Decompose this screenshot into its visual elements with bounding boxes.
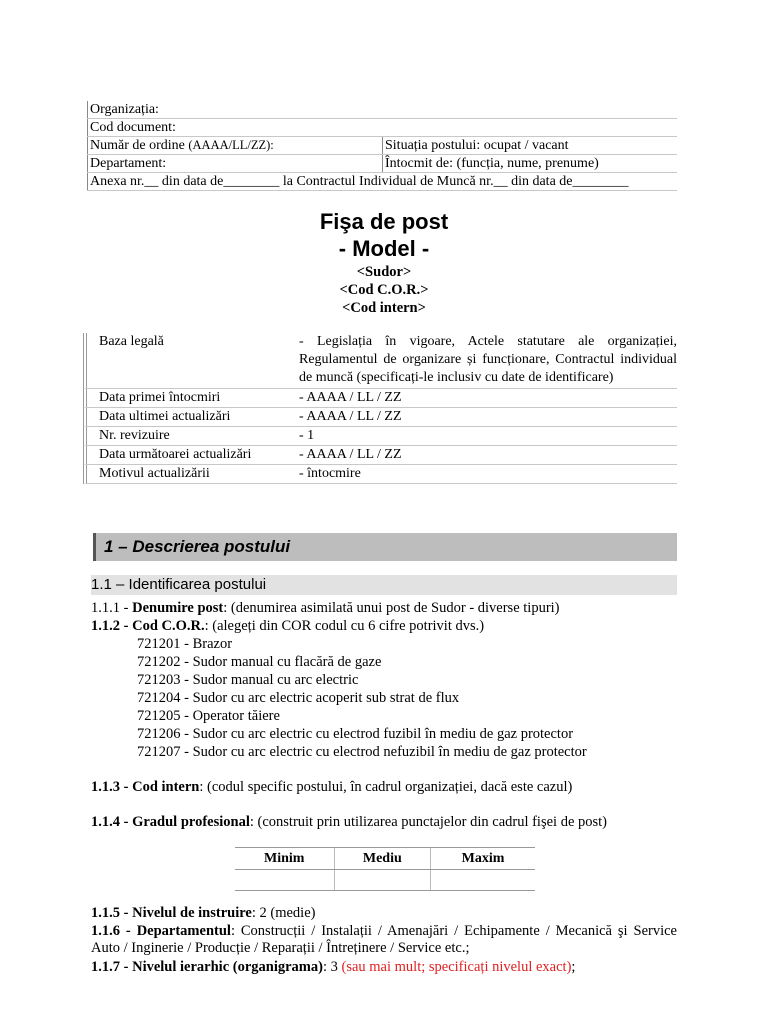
header-info-table xyxy=(87,101,677,191)
item-label: Departamentul xyxy=(136,923,231,939)
item-label: Nivelul de instruire xyxy=(132,905,252,921)
item-end: ; xyxy=(571,959,576,975)
doc-title: Fişa de post xyxy=(319,209,449,234)
item-number: 1.1.5 - xyxy=(91,905,133,921)
legal-value: - AAAA / LL / ZZ xyxy=(299,409,402,424)
organizatia-field: Organizația: xyxy=(88,101,678,119)
legal-value: - AAAA / LL / ZZ xyxy=(299,390,402,405)
legal-key: Motivul actualizării xyxy=(99,466,210,481)
numar-ordine-label: Număr de ordine xyxy=(90,138,185,153)
intocmit-field: Întocmit de: (funcția, nume, prenume) xyxy=(383,155,678,173)
cor-code-item: 721203 - Sudor manual cu arc electric xyxy=(137,672,359,688)
item-text: : (codul specific postului, în cadrul organizației, dacă este cazul) xyxy=(199,779,573,795)
item-number: 1.1.1 - xyxy=(91,600,133,616)
legal-info-table xyxy=(83,333,677,484)
item-1-1-2 xyxy=(91,618,677,635)
legal-row xyxy=(83,389,677,408)
title-cod-intern: <Cod intern> xyxy=(342,300,426,316)
item-number: 1.1.7 - xyxy=(91,959,133,975)
legal-key: Nr. revizuire xyxy=(99,428,170,443)
legal-value: - întocmire xyxy=(299,466,361,481)
numar-ordine-field xyxy=(88,137,383,155)
legal-key: Data ultimei actualizări xyxy=(99,409,231,424)
legal-row xyxy=(83,427,677,446)
item-label: Denumire post xyxy=(132,600,224,616)
item-text: : 3 xyxy=(322,959,342,975)
section-1-1-heading: 1.1 – Identificarea postului xyxy=(91,575,677,595)
grade-cell-mediu[interactable] xyxy=(334,870,431,891)
grade-cell-maxim[interactable] xyxy=(431,870,535,891)
item-number: 1.1.3 - xyxy=(91,779,133,795)
legal-value: - 1 xyxy=(299,428,315,443)
grade-cell-minim[interactable] xyxy=(235,870,334,891)
legal-row xyxy=(83,465,677,484)
title-sudor: <Sudor> xyxy=(356,264,412,280)
legal-value: - AAAA / LL / ZZ xyxy=(299,447,402,462)
item-text: : (denumirea asimilată unui post de Sudor - diverse tipuri) xyxy=(223,600,560,616)
item-number: 1.1.4 - xyxy=(91,814,133,830)
cor-code-item: 721205 - Operator tăiere xyxy=(137,708,280,724)
grade-header-maxim: Maxim xyxy=(431,848,535,870)
departament-field: Departament: xyxy=(88,155,383,173)
item-1-1-5 xyxy=(91,905,677,922)
item-text: : Construcții / Instalații / Amenajări / Echipamente / Mecanică şi Service Auto / Inginerie / Producție / Reparații / Întreținere / Service etc.; xyxy=(91,923,677,956)
item-1-1-7 xyxy=(91,959,677,976)
doc-subtitle-model: - Model - xyxy=(338,236,430,261)
item-number: 1.1.6 - xyxy=(91,923,137,939)
legal-row xyxy=(83,333,677,389)
item-label: Gradul profesional xyxy=(132,814,250,830)
grade-header-minim: Minim xyxy=(235,848,334,870)
grade-table xyxy=(235,847,535,891)
legal-key: Data primei întocmiri xyxy=(99,390,221,405)
cor-code-item: 721204 - Sudor cu arc electric acoperit sub strat de flux xyxy=(137,690,460,706)
item-text: : (alegeți din COR codul cu 6 cifre potrivit dvs.) xyxy=(204,618,485,634)
item-1-1-3 xyxy=(91,779,677,796)
legal-row xyxy=(83,408,677,427)
anexa-field: Anexa nr.__ din data de________ la Contractul Individual de Muncă nr.__ din data de________ xyxy=(88,173,678,191)
item-number: 1.1.2 - xyxy=(91,618,133,634)
title-cod-cor: <Cod C.O.R.> xyxy=(339,282,429,298)
cor-code-item: 721201 - Brazor xyxy=(137,636,233,652)
item-text: : 2 (medie) xyxy=(251,905,316,921)
situatia-postului-field: Situația postului: ocupat / vacant xyxy=(383,137,678,155)
legal-key: Baza legală xyxy=(99,334,164,349)
legal-row xyxy=(83,446,677,465)
section-1-heading: 1 – Descrierea postului xyxy=(93,533,677,561)
cor-code-item: 721206 - Sudor cu arc electric cu electrod fuzibil în mediu de gaz protector xyxy=(137,726,574,742)
grade-header-mediu: Mediu xyxy=(334,848,431,870)
cod-document-field: Cod document: xyxy=(88,119,678,137)
item-1-1-1 xyxy=(91,600,677,617)
item-1-1-6 xyxy=(91,923,677,957)
cor-code-item: 721202 - Sudor manual cu flacără de gaze xyxy=(137,654,382,670)
cor-code-item: 721207 - Sudor cu arc electric cu electrod nefuzibil în mediu de gaz protector xyxy=(137,744,587,760)
item-label: Cod intern xyxy=(132,779,200,795)
item-text: : (construit prin utilizarea punctajelor din cadrul fişei de post) xyxy=(249,814,608,830)
legal-value: - Legislația în vigoare, Actele statutare ale organizației, Regulamentul de organizare și funcționare, Contractul individual de muncă (specificați-le inclusiv cu date de identificare) xyxy=(299,334,677,385)
item-1-1-4 xyxy=(91,814,677,831)
item-label: Nivelul ierarhic (organigrama) xyxy=(132,959,323,975)
numar-ordine-format: (AAAA/LL/ZZ): xyxy=(188,138,274,152)
item-label: Cod C.O.R. xyxy=(132,618,205,634)
legal-key: Data următoarei actualizări xyxy=(99,447,252,462)
item-note-red: (sau mai mult; specificați nivelul exact) xyxy=(341,959,572,975)
